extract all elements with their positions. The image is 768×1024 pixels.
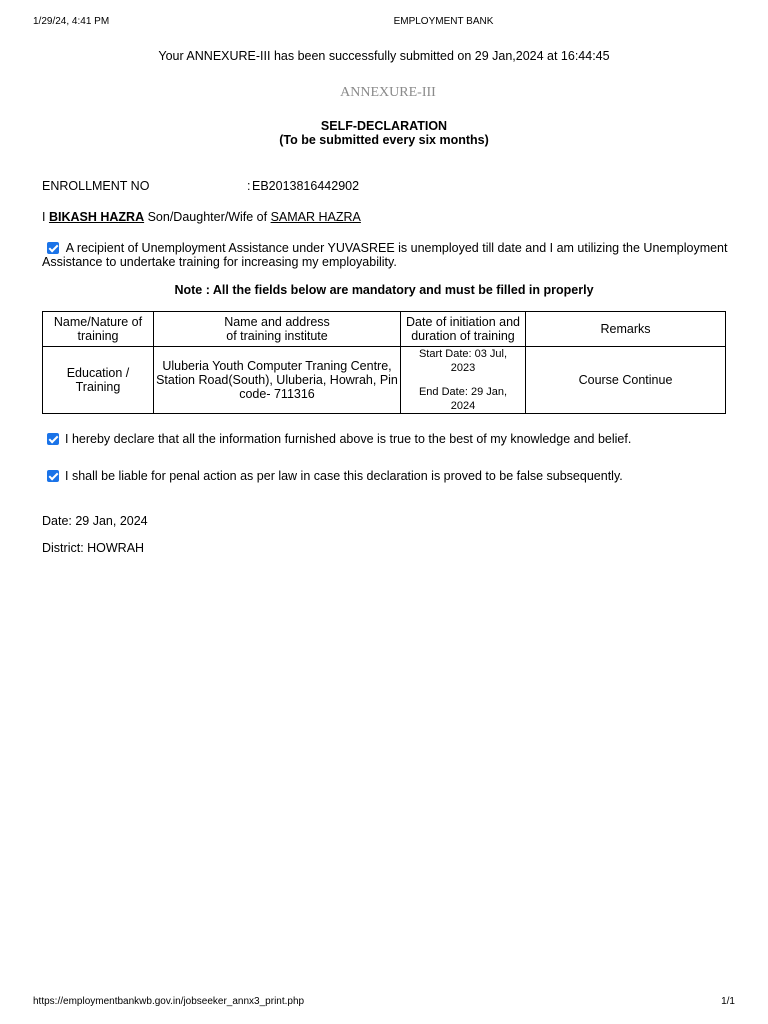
mandatory-note: Note : All the fields below are mandatory and must be filled in properly (174, 283, 594, 297)
header-remarks: Remarks (526, 312, 726, 347)
cell-institute: Uluberia Youth Computer Traning Centre, Station Road(South), Uluberia, Howrah, Pin code- 711316 (154, 347, 401, 414)
recipient-statement: A recipient of Unemployment Assistance under YUVASREE is unemployed till date and I am utilizing the Unemployment Assistance to undertake training for increasing my employability. (42, 241, 728, 269)
print-header-title: EMPLOYMENT BANK (393, 16, 494, 27)
print-datetime: 1/29/24, 4:41 PM (33, 16, 110, 27)
declaration-title: SELF-DECLARATION (320, 119, 448, 133)
liability-checkbox[interactable] (47, 470, 59, 482)
start-date: Start Date: 03 Jul, 2023 (418, 348, 508, 374)
truth-checkbox[interactable] (47, 433, 59, 445)
print-footer-url: https://employmentbankwb.gov.in/jobseeker_annx3_print.php (33, 996, 305, 1007)
liability-declaration-row (42, 469, 623, 483)
header-duration: Date of initiation and duration of training (401, 312, 526, 347)
district: District: HOWRAH (42, 541, 145, 555)
enrollment-label: ENROLLMENT NO (42, 179, 150, 193)
table-row (43, 347, 726, 414)
header-institute: Name and address of training institute (154, 312, 401, 347)
applicant-name: BIKASH HAZRA (48, 210, 145, 224)
end-date: End Date: 29 Jan, 2024 (418, 386, 508, 412)
recipient-checkbox[interactable] (47, 242, 59, 254)
truth-declaration: I hereby declare that all the information furnished above is true to the best of my knowledge and belief. (65, 432, 632, 446)
relation-text: Son/Daughter/Wife of (147, 210, 268, 224)
print-page-number: 1/1 (721, 996, 735, 1007)
enrollment-number: EB2013816442902 (252, 179, 360, 193)
training-table (42, 311, 726, 414)
cell-remarks: Course Continue (526, 347, 726, 414)
identity-prefix: I (42, 210, 46, 224)
cell-duration (401, 347, 526, 414)
enrollment-separator: : (247, 179, 251, 193)
truth-declaration-row (42, 432, 631, 446)
declaration-date: Date: 29 Jan, 2024 (42, 514, 148, 528)
liability-declaration: I shall be liable for penal action as per law in case this declaration is proved to be false subsequently. (65, 469, 623, 483)
declaration-subtitle: (To be submitted every six months) (279, 133, 489, 147)
header-nature: Name/Nature of training (43, 312, 154, 347)
annexure-title: ANNEXURE-III (340, 85, 436, 100)
identity-line (42, 210, 361, 224)
parent-name: SAMAR HAZRA (270, 210, 361, 224)
table-header-row (43, 312, 726, 347)
recipient-statement-row (42, 241, 736, 269)
cell-nature: Education / Training (43, 347, 154, 414)
success-message: Your ANNEXURE-III has been successfully submitted on 29 Jan,2024 at 16:44:45 (158, 49, 610, 63)
